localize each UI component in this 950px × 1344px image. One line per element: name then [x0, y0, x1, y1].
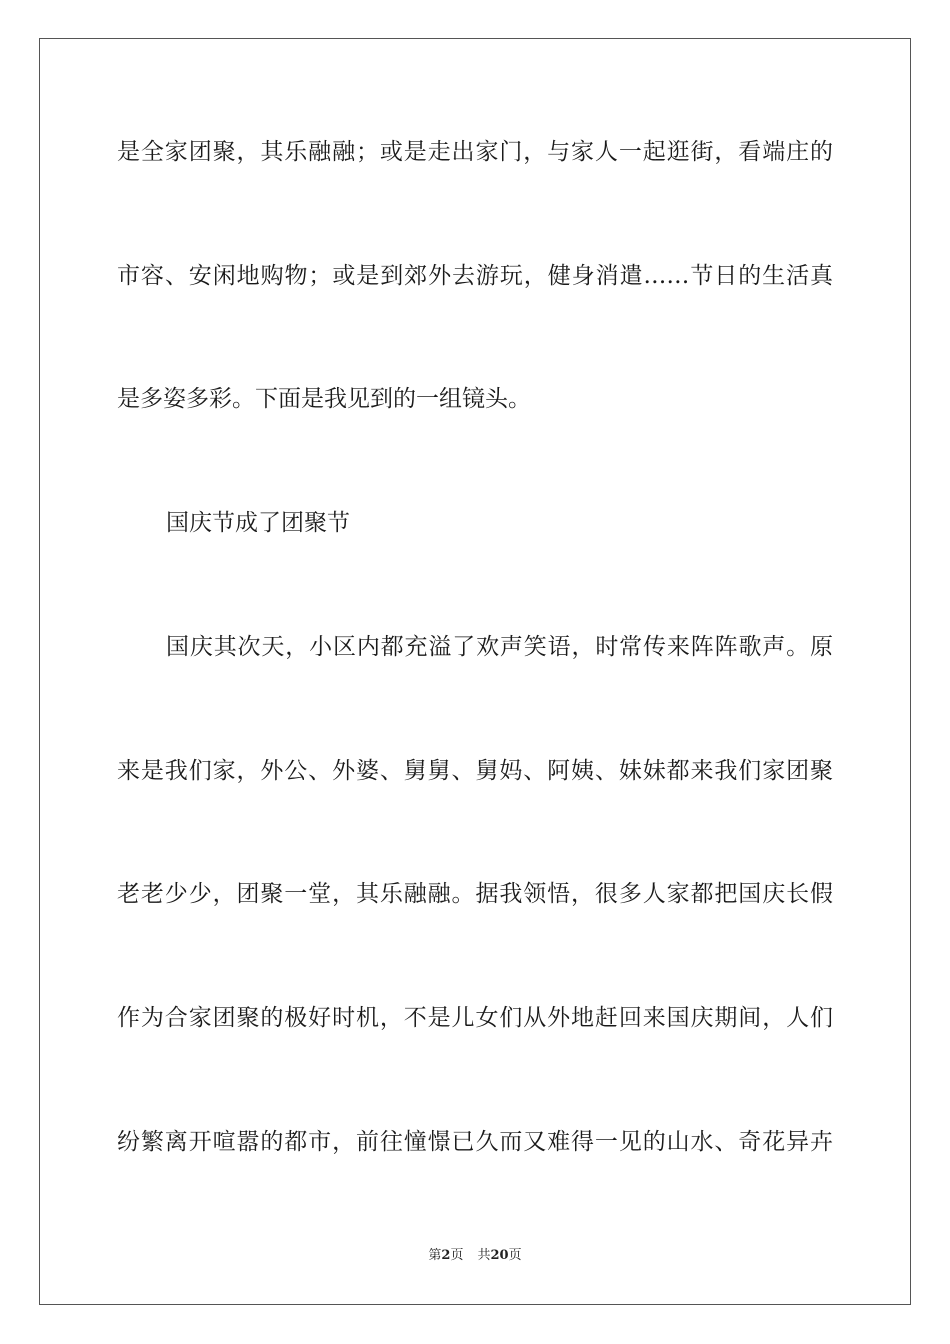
text-line-1: 是全家团聚，其乐融融；或是走出家门，与家人一起逛街，看端庄的	[117, 139, 833, 165]
page-footer	[0, 1247, 950, 1265]
text-line-9: 纷繁离开喧嚣的都市，前往憧憬已久而又难得一见的山水、奇花异卉	[117, 1129, 833, 1155]
page-label-suffix: 页	[450, 1248, 464, 1263]
text-line-2: 市容、安闲地购物；或是到郊外去游玩，健身消遣……节日的生活真	[117, 263, 833, 289]
section-heading: 国庆节成了团聚节	[166, 510, 350, 536]
text-line-5: 国庆其次天，小区内都充溢了欢声笑语，时常传来阵阵歌声。原	[166, 634, 833, 660]
page-border	[39, 38, 911, 1305]
text-line-7: 老老少少，团聚一堂，其乐融融。据我领悟，很多人家都把国庆长假	[117, 881, 833, 907]
text-line-8: 作为合家团聚的极好时机，不是儿女们从外地赶回来国庆期间，人们	[117, 1005, 833, 1031]
total-label-prefix: 共	[477, 1248, 491, 1263]
page-number: 2	[441, 1248, 451, 1263]
page-label-prefix: 第	[428, 1248, 442, 1263]
total-label-suffix: 页	[508, 1248, 522, 1263]
total-pages: 20	[490, 1248, 509, 1263]
text-line-6: 来是我们家，外公、外婆、舅舅、舅妈、阿姨、妹妹都来我们家团聚	[117, 758, 833, 784]
text-line-3: 是多姿多彩。下面是我见到的一组镜头。	[117, 386, 531, 412]
